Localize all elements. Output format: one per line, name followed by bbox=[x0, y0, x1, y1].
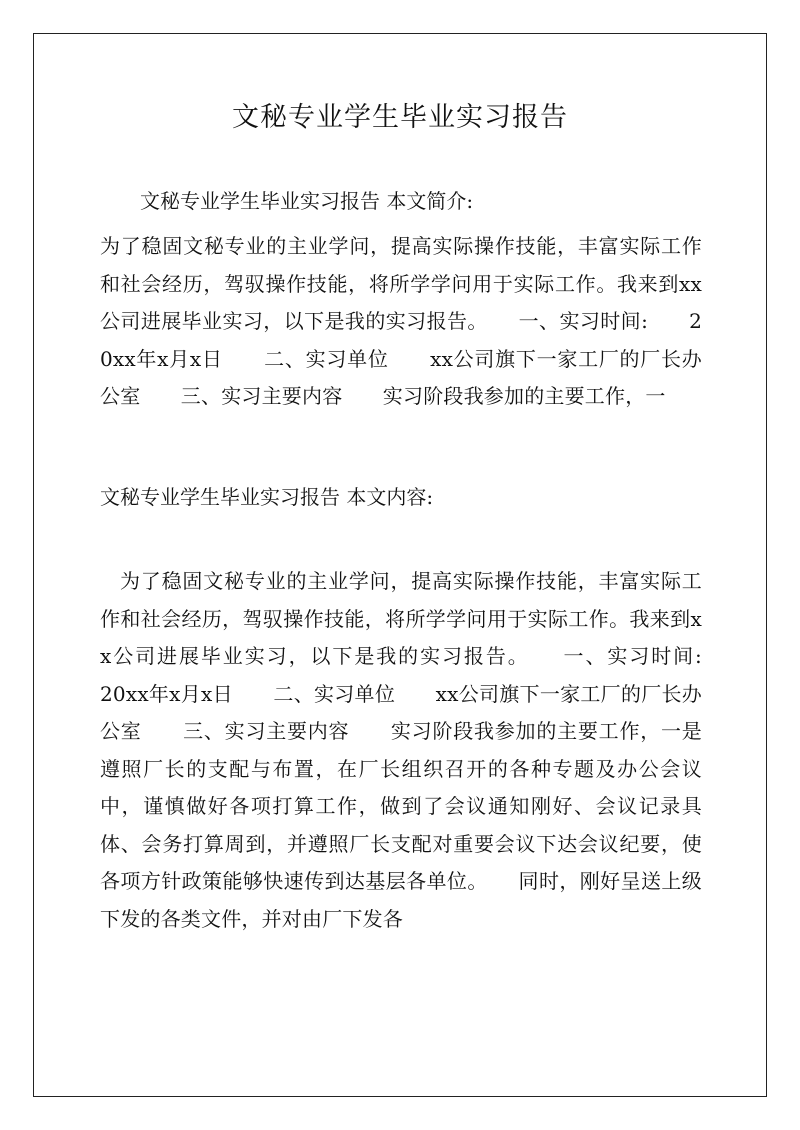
intro-paragraph: 为了稳固文秘专业的主业学问，提高实际操作技能，丰富实际工作和社会经历，驾驭操作技能，将所学学问用于实际工作。我来到xx公司进展毕业实习，以下是我的实习报告。 一、实习时间: 20xx年x月x日 二、实习单位 xx公司旗下一家工厂的厂长办公室 三、实习主要内容 实习阶段我参加的主要工作，一 bbox=[100, 234, 702, 408]
intro-heading: 文秘专业学生毕业实习报告 本文简介: bbox=[140, 189, 474, 213]
content-paragraph: 为了稳固文秘专业的主业学问，提高实际操作技能，丰富实际工作和社会经历，驾驭操作技能，将所学学问用于实际工作。我来到xx公司进展毕业实习，以下是我的实习报告。 一、实习时间: 20xx年x月x日 二、实习单位 xx公司旗下一家工厂的厂长办公室 三、实习主要内容 实习阶段我参加的主要工作，一是遵照厂长的支配与布置，在厂长组织召开的各种专题及办公会议中，谨慎做好各项打算工作，做到了会议通知刚好、会议记录具体、会务打算周到，并遵照厂长支配对重要会议下达会议纪要，使各项方针政策能够快速传到达基层各单位。 同时，刚好呈送上级下发的各类文件，并对由厂下发各 bbox=[100, 569, 743, 931]
document-title: 文秘专业学生毕业实习报告 bbox=[232, 102, 568, 133]
content-heading: 文秘专业学生毕业实习报告 本文内容: bbox=[100, 485, 434, 509]
